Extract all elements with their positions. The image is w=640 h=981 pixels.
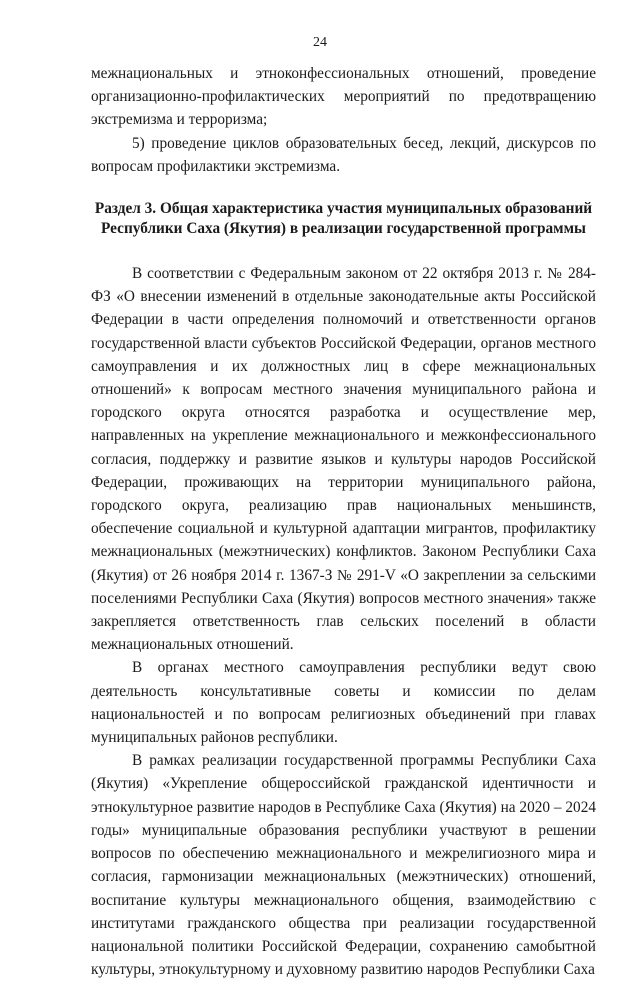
intro-paragraph-continued: межнациональных и этноконфессиональных отношений, проведение организационно-профилактических мероприятий по предотвращению экстремизма и терроризма; (91, 65, 596, 129)
page-content (91, 62, 596, 981)
page-number: 24 (313, 35, 327, 50)
section-paragraph-state-program: В рамках реализации государственной программы Республики Саха (Якутия) «Укрепление общероссийской гражданской идентичности и этнокультурное развитие народов в Республике Саха (Якутия) на 2020 – 2024 годы» муниципальные образования республики участвуют в решении вопросов по обеспечению межнационального и межрелигиозного мира и согласия, гармонизации межнациональных (межэтнических) отношений, воспитание культуры межнационального общения, взаимодействию с институтами гражданского общества при реализации государственной национальной политики Российской Федерации, сохранению самобытной культуры, этнокультурному и духовному развитию народов Республики Саха (91, 752, 596, 979)
section-title: Раздел 3. Общая характеристика участия муниципальных образований Республики Саха (Якутия) в реализации государственной программы (94, 200, 593, 238)
section-paragraph-local-government: В органах местного самоуправления республики ведут свою деятельность консультативные советы и комиссии по делам национальностей и по вопросам религиозных объединений при главах муниципальных районов республики. (91, 659, 596, 747)
section-paragraph-federal-law: В соответствии с Федеральным законом от 22 октября 2013 г. № 284-ФЗ «О внесении изменений в отдельные законодательные акты Российской Федерации в части определения полномочий и ответственности органов государственной власти субъектов Российской Федерации, органов местного самоуправления и их должностных лиц в сфере межнациональных отношений» к вопросам местного значения муниципального района и городского округа относятся разработка и осуществление мер, направленных на укрепление межнационального и межконфессионального согласия, поддержку и развитие языков и культуры народов Российской Федерации, проживающих на территории муниципального района, городского округа, реализацию прав национальных меньшинств, обеспечение социальной и культурной адаптации мигрантов, профилактику межнациональных (межэтнических) конфликтов. Законом Республики Саха (Якутия) от 26 ноября 2014 г. 1367-З № 291-V «О закреплении за сельскими поселениями Республики Саха (Якутия) вопросов местного значения» также закрепляется ответственность глав сельских поселений в области межнациональных отношений. (91, 265, 596, 654)
intro-paragraph-item-5: 5) проведение циклов образовательных бесед, лекций, дискурсов по вопросам профилактики экстремизма. (91, 134, 596, 175)
